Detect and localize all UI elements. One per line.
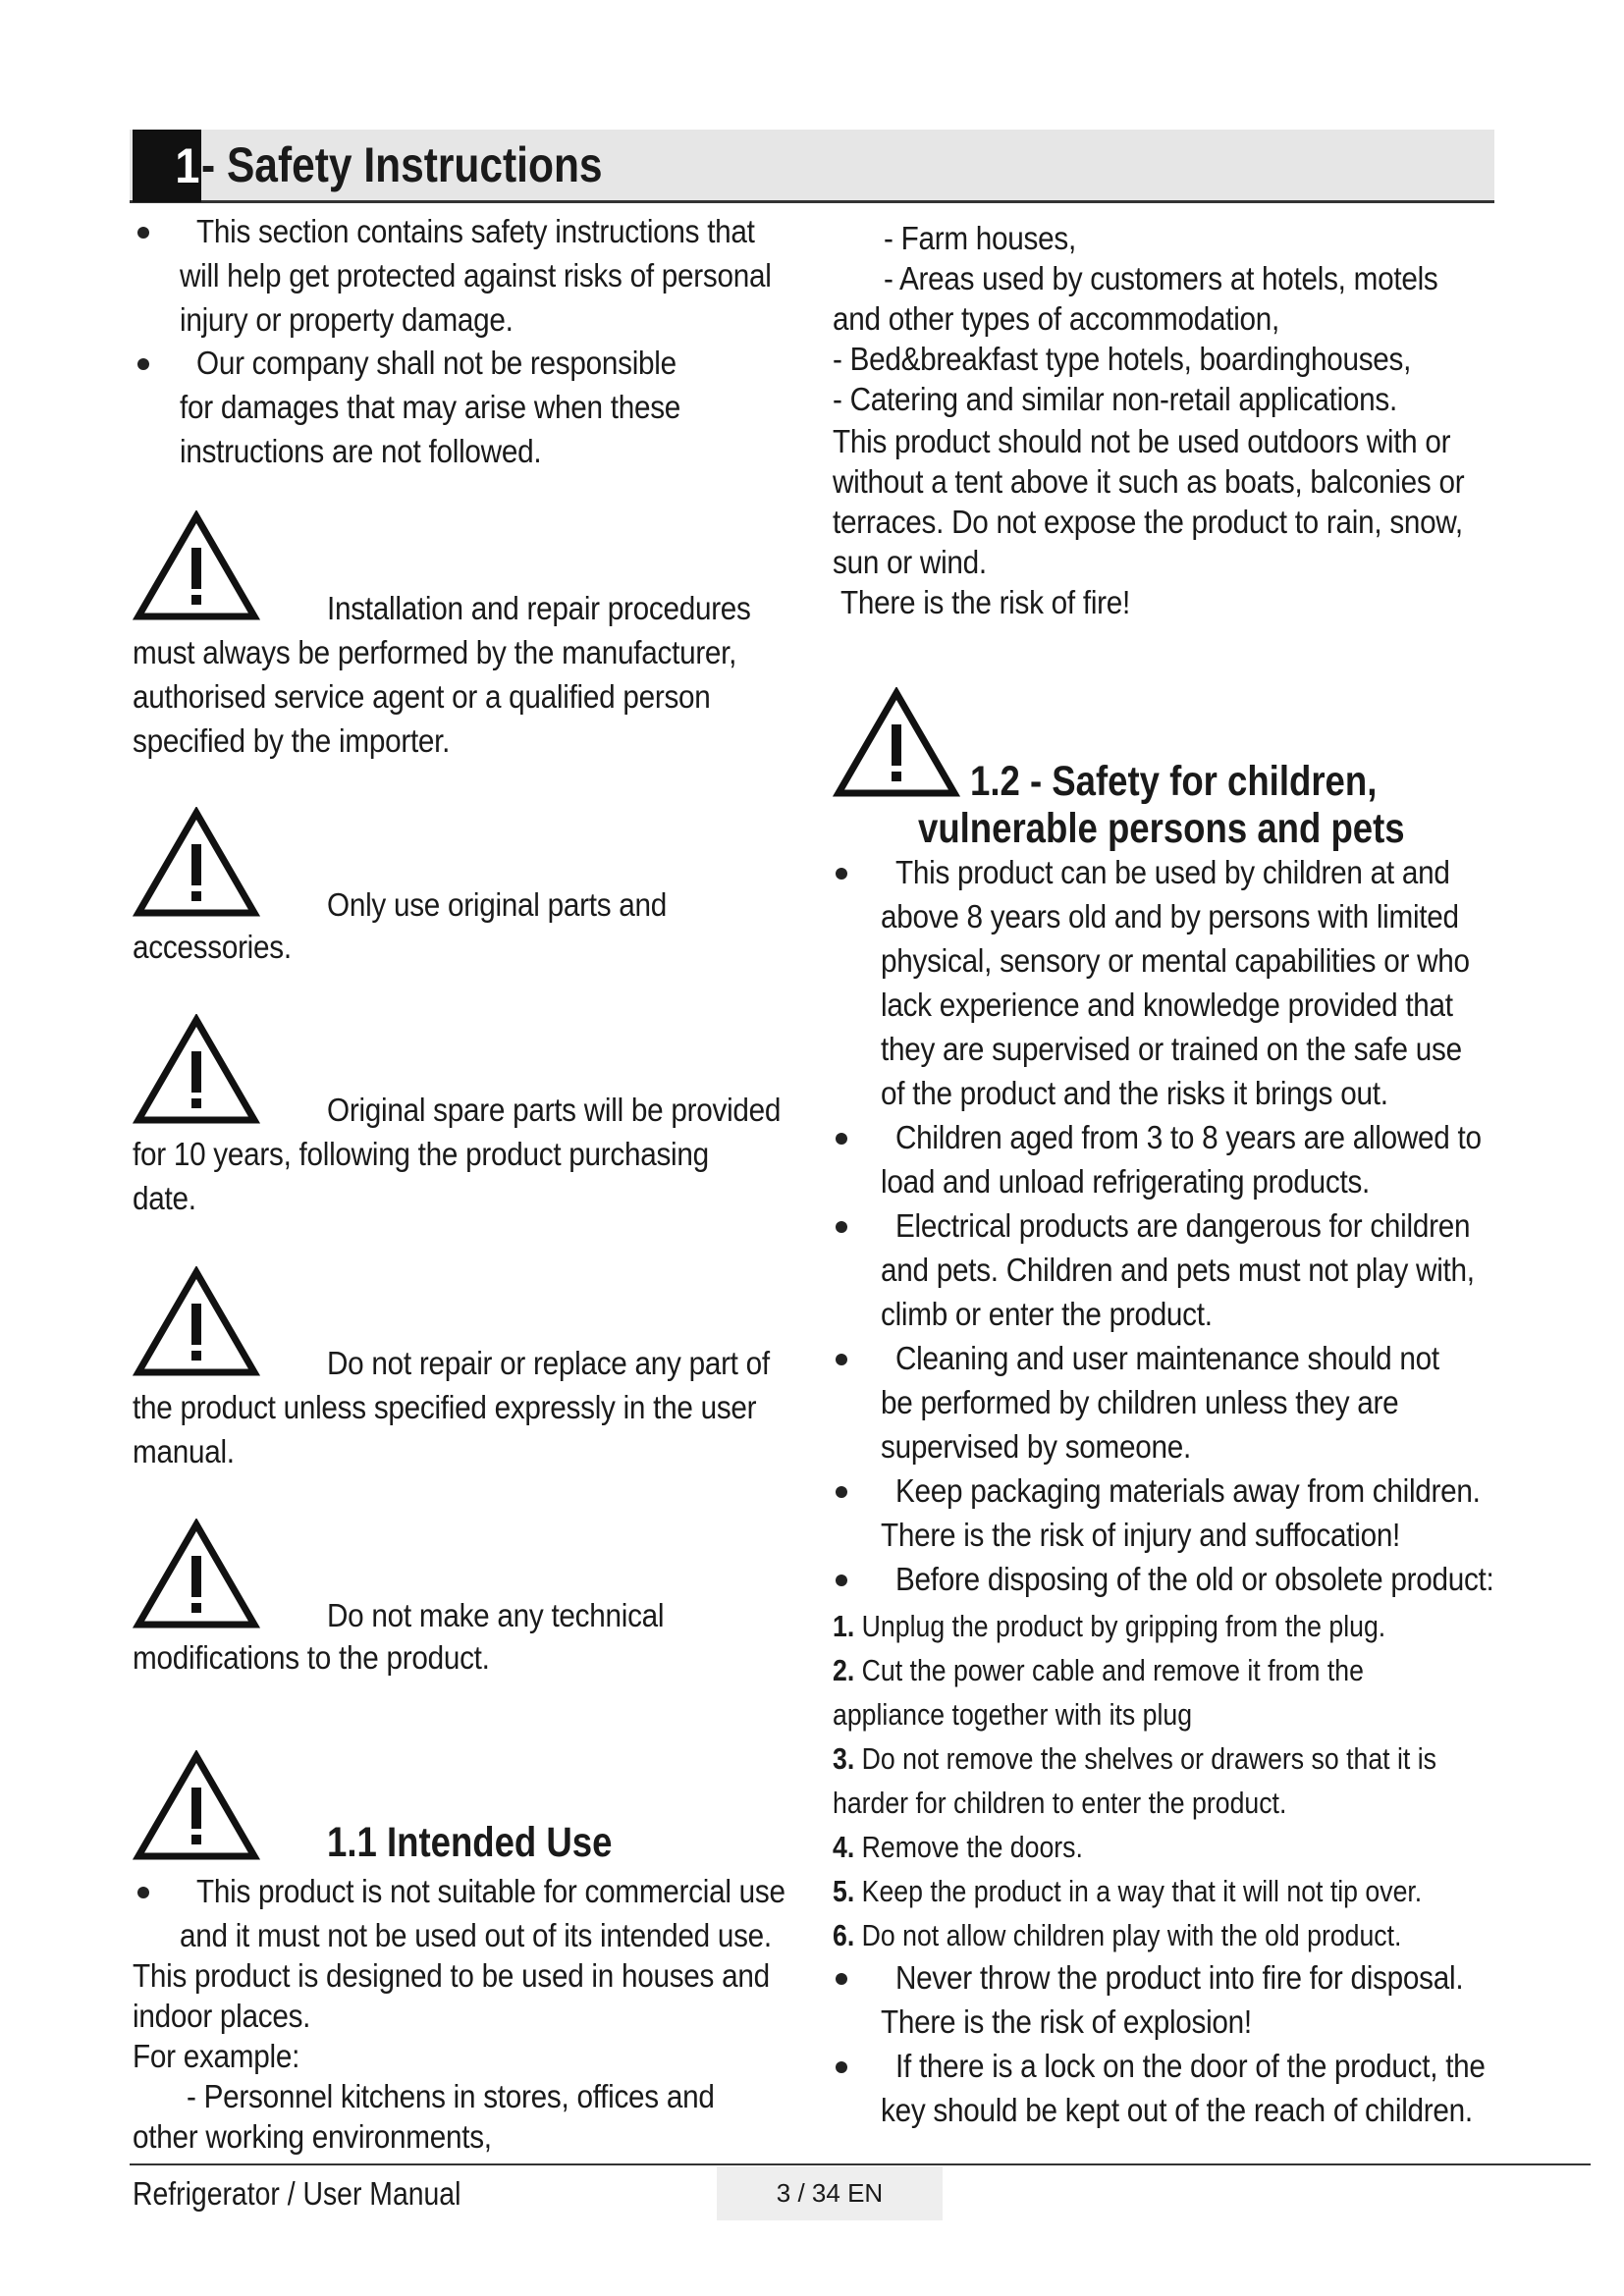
bullet [137, 227, 149, 239]
right-text-line-3: and other types of accommodation, [833, 300, 1280, 337]
numbered-item: 2. Cut the power cable and remove it from the [833, 1653, 1364, 1687]
right-text-line-8: terraces. Do not expose the product to rain, snow, [833, 504, 1463, 540]
right-text-line-2: - Areas used by customers at hotels, motels [884, 260, 1438, 296]
intended-bullet-line-2: and it must not be used out of its intended use. [180, 1917, 772, 1953]
warning-4-line-2: the product unless specified expressly in the user [133, 1389, 757, 1425]
warning-5-line-1: Do not make any technical [327, 1597, 665, 1633]
numbered-item: 3. Do not remove the shelves or drawers so that it is [833, 1741, 1436, 1776]
child-bullet-1-line-5: they are supervised or trained on the safe use [881, 1031, 1462, 1067]
numbered-item-continued: appliance together with its plug [833, 1697, 1193, 1732]
child-bullet-4-line-2: be performed by children unless they are [881, 1384, 1399, 1420]
warning-4-line-1: Do not repair or replace any part of [327, 1345, 770, 1381]
child-bullet-8-line-2: key should be kept out of the reach of children. [881, 2092, 1473, 2128]
intended-bullet-line-1: This product is not suitable for commercial use [196, 1873, 785, 1909]
child-bullet-2-line-2: load and unload refrigerating products. [881, 1163, 1371, 1200]
child-bullet-7-line-2: There is the risk of explosion! [881, 2003, 1252, 2040]
right-text-line-4: - Bed&breakfast type hotels, boardinghouses, [833, 341, 1412, 377]
warning-2-line-2: accessories. [133, 929, 292, 965]
warning-3-line-3: date. [133, 1180, 196, 1216]
right-text-line-5: - Catering and similar non-retail applications. [833, 381, 1398, 417]
warning-3-line-1: Original spare parts will be provided [327, 1092, 782, 1128]
bullet [137, 1887, 149, 1898]
warning-1-line-1: Installation and repair procedures [327, 590, 751, 626]
numbered-item: 5. Keep the product in a way that it will not tip over. [833, 1874, 1423, 1908]
bullet [836, 2061, 847, 2073]
child-bullet-2-line-1: Children aged from 3 to 8 years are allowed to [895, 1119, 1482, 1155]
child-bullet-4-line-1: Cleaning and user maintenance should not [895, 1340, 1439, 1376]
intro-bullet-1-line-3: injury or property damage. [180, 301, 514, 338]
intended-text-line-5: other working environments, [133, 2118, 492, 2155]
warning-icon [133, 807, 260, 920]
intro-bullet-1-line-1: This section contains safety instructions that [196, 213, 755, 249]
bullet [836, 1486, 847, 1498]
right-text-line-10: There is the risk of fire! [840, 584, 1131, 620]
bullet [836, 1133, 847, 1145]
child-bullet-1-line-6: of the product and the risks it brings out. [881, 1075, 1388, 1111]
child-bullet-6-line-1: Before disposing of the old or obsolete product: [895, 1561, 1494, 1597]
right-text-line-1: - Farm houses, [884, 220, 1076, 256]
child-bullet-1-line-1: This product can be used by children at and [895, 854, 1450, 890]
child-bullet-1-line-3: physical, sensory or mental capabilities or who [881, 942, 1470, 979]
intended-text-line-3: For example: [133, 2038, 300, 2074]
child-bullet-4-line-3: supervised by someone. [881, 1428, 1191, 1465]
child-bullet-1-line-4: lack experience and knowledge provided that [881, 987, 1453, 1023]
intro-bullet-2-line-2: for damages that may arise when these [180, 389, 681, 425]
intro-bullet-1-line-2: will help get protected against risks of personal [180, 257, 772, 294]
bullet [836, 1354, 847, 1365]
intro-bullet-2-line-1: Our company shall not be responsible [196, 345, 677, 381]
numbered-item-continued: harder for children to enter the product. [833, 1786, 1287, 1820]
warning-5-line-2: modifications to the product. [133, 1639, 490, 1676]
warning-icon [833, 687, 960, 800]
warning-icon [133, 1014, 260, 1127]
right-text-line-6: This product should not be used outdoors with or [833, 423, 1451, 459]
intended-text-line-1: This product is designed to be used in houses and [133, 1957, 770, 1994]
children-safety-heading-line-2: vulnerable persons and pets [918, 805, 1405, 852]
child-bullet-3-line-2: and pets. Children and pets must not play with, [881, 1252, 1475, 1288]
warning-1-line-2: must always be performed by the manufacturer, [133, 634, 737, 670]
intro-bullet-2-line-3: instructions are not followed. [180, 433, 542, 469]
child-bullet-8-line-1: If there is a lock on the door of the product, the [895, 2048, 1486, 2084]
bullet [836, 868, 847, 880]
warning-icon [133, 1519, 260, 1631]
child-bullet-5-line-1: Keep packaging materials away from children. [895, 1472, 1481, 1509]
bullet [836, 1221, 847, 1233]
bullet [137, 358, 149, 370]
right-text-line-7: without a tent above it such as boats, balconies or [833, 463, 1465, 500]
warning-2-line-1: Only use original parts and [327, 886, 668, 923]
child-bullet-3-line-1: Electrical products are dangerous for children [895, 1207, 1471, 1244]
numbered-item: 6. Do not allow children play with the old product. [833, 1918, 1402, 1952]
child-bullet-5-line-2: There is the risk of injury and suffocation! [881, 1517, 1401, 1553]
numbered-item: 1. Unplug the product by gripping from the plug. [833, 1609, 1386, 1643]
warning-icon [133, 1266, 260, 1379]
children-safety-heading-line-1: 1.2 - Safety for children, [970, 758, 1378, 805]
section-number: 1 [133, 130, 201, 202]
child-bullet-7-line-1: Never throw the product into fire for disposal. [895, 1959, 1464, 1996]
warning-icon [133, 1750, 260, 1863]
footer-divider [130, 2163, 1591, 2165]
footer-document-title: Refrigerator / User Manual [133, 2175, 461, 2212]
bullet [836, 1575, 847, 1586]
bullet [836, 1973, 847, 1985]
page-title: - Safety Instructions [201, 137, 603, 192]
right-text-line-9: sun or wind. [833, 544, 987, 580]
numbered-item: 4. Remove the doors. [833, 1830, 1083, 1864]
warning-4-line-3: manual. [133, 1433, 235, 1469]
warning-1-line-3: authorised service agent or a qualified person [133, 678, 711, 715]
child-bullet-3-line-3: climb or enter the product. [881, 1296, 1213, 1332]
intended-use-heading: 1.1 Intended Use [327, 1819, 613, 1866]
warning-1-line-4: specified by the importer. [133, 722, 451, 759]
page-number: 3 / 34 EN [717, 2166, 943, 2220]
child-bullet-1-line-2: above 8 years old and by persons with limited [881, 898, 1459, 934]
warning-3-line-2: for 10 years, following the product purchasing [133, 1136, 709, 1172]
intended-text-line-4: - Personnel kitchens in stores, offices and [187, 2078, 715, 2114]
intended-text-line-2: indoor places. [133, 1998, 311, 2034]
warning-icon [133, 510, 260, 623]
